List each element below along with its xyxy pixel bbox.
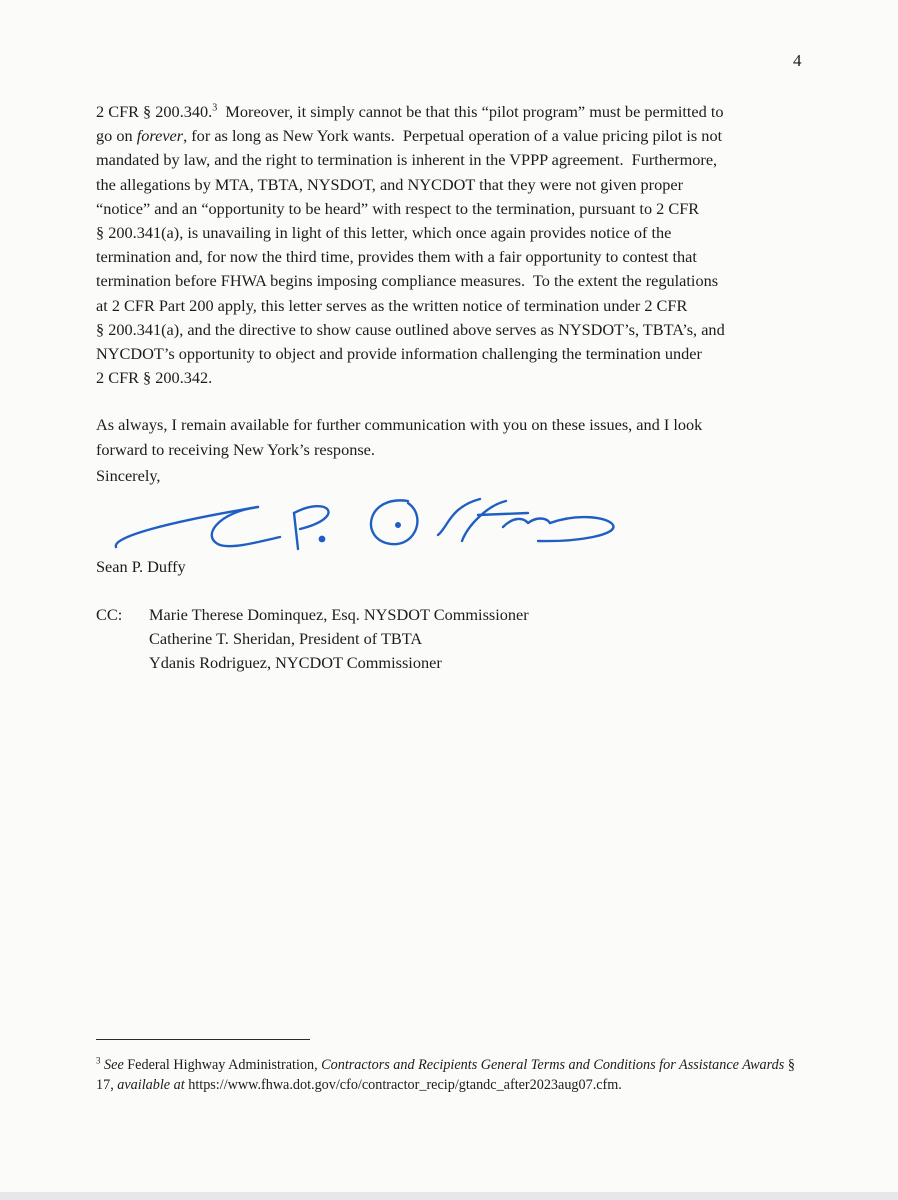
paragraph-line: [96, 124, 816, 148]
cc-recipient: Marie Therese Dominquez, Esq. NYSDOT Commissioner: [149, 605, 529, 624]
complimentary-close: Sincerely,: [96, 466, 161, 485]
footnote-signal: See: [104, 1057, 124, 1073]
paragraph-line: termination and, for now the third time, provides them with a fair opportunity to contest that: [96, 247, 697, 267]
closing-paragraph: [96, 413, 816, 461]
paragraph-line: the allegations by MTA, TBTA, NYSDOT, and NYCDOT that they were not given proper: [96, 174, 684, 194]
signer-name: Sean P. Duffy: [96, 557, 186, 576]
footnote-text: § 17,: [96, 1057, 799, 1093]
paragraph-line: mandated by law, and the right to termination is inherent in the VPPP agreement. Furthermore,: [96, 150, 718, 170]
paragraph-line: [96, 100, 816, 124]
paragraph-line: at 2 CFR Part 200 apply, this letter serves as the written notice of termination under 2 CFR: [96, 295, 688, 315]
cc-recipient: Ydanis Rodriguez, NYCDOT Commissioner: [149, 653, 442, 672]
scan-edge: [0, 1192, 898, 1200]
footnote-text: Federal Highway Administration,: [123, 1057, 322, 1073]
page-number: 4: [793, 51, 802, 70]
footnote: [96, 1055, 799, 1095]
text-run: , for as long as New York wants. Perpetual operation of a value pricing pilot is not: [183, 126, 723, 146]
paragraph-line: NYCDOT’s opportunity to object and provide information challenging the termination under: [96, 344, 702, 364]
text-run: go on: [96, 126, 137, 146]
paragraph-line: “notice” and an “opportunity to be heard” with respect to the termination, pursuant to 2 CFR: [96, 198, 700, 218]
footnote-marker: 3: [96, 1055, 101, 1066]
footnote-reference[interactable]: 3: [212, 102, 218, 114]
paragraph-line: termination before FHWA begins imposing compliance measures. To the extent the regulations: [96, 271, 719, 291]
cc-recipient: Catherine T. Sheridan, President of TBTA: [149, 629, 423, 648]
emphasis-text: forever: [136, 126, 184, 146]
cc-label: CC:: [96, 605, 123, 624]
text-run: Moreover, it simply cannot be that this “pilot program” must be permitted to: [217, 102, 724, 121]
handwritten-signature: [108, 487, 628, 567]
termination-paragraph: [96, 100, 816, 390]
letter-body: [96, 100, 816, 462]
paragraph-line: § 200.341(a), and the directive to show cause outlined above serves as NYSDOT’s, TBTA’s, and: [96, 319, 725, 339]
footnote-url[interactable]: https://www.fhwa.dot.gov/cfo/contractor_recip/gtandc_after2023aug07.cfm.: [184, 1077, 622, 1093]
cc-recipient-list: [149, 603, 529, 675]
footnote-available-at: available at: [117, 1077, 185, 1093]
paragraph-line: forward to receiving New York’s response.: [96, 439, 375, 459]
footnote-citation-title: Contractors and Recipients General Terms and Conditions for Assistance Awards: [321, 1057, 785, 1073]
paragraph-line: § 200.341(a), is unavailing in light of this letter, which once again provides notice of the: [96, 223, 672, 243]
paragraph-line: 2 CFR § 200.342.: [96, 368, 213, 388]
paragraph-line: As always, I remain available for further communication with you on these issues, and I look: [96, 415, 703, 435]
footnote-divider: [96, 1039, 310, 1040]
text-run: 2 CFR § 200.340.: [96, 102, 213, 121]
